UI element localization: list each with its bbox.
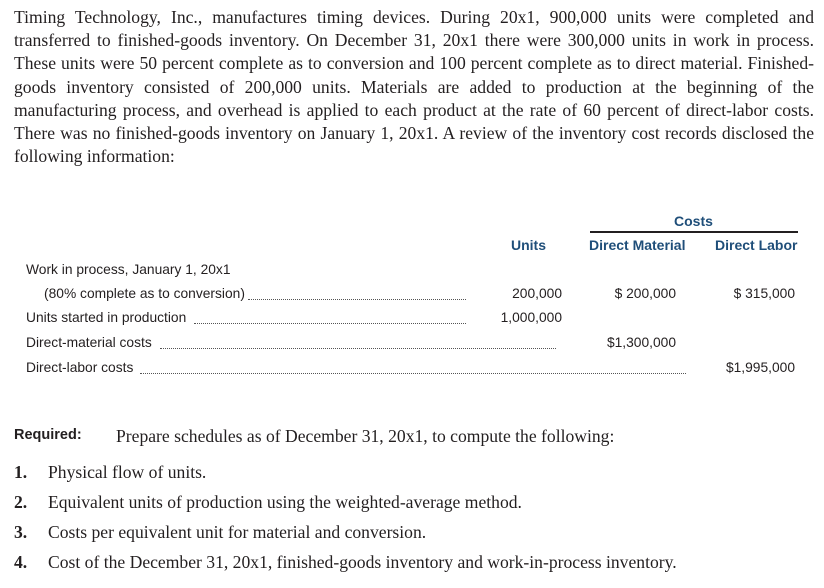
- units-started-value: 1,000,000: [500, 310, 562, 325]
- item-number: 4.: [14, 552, 28, 572]
- item-text: Physical flow of units.: [48, 462, 207, 482]
- wip-units-value: 200,000: [512, 286, 562, 301]
- direct-labor-column-header: Direct Labor: [715, 237, 798, 253]
- row-label-direct-labor-costs: Direct-labor costs: [26, 360, 134, 375]
- item-number: 3.: [14, 522, 28, 542]
- item-number: 2.: [14, 492, 28, 512]
- costs-header-rule: [590, 231, 798, 233]
- wip-labor-value: $ 315,000: [733, 286, 795, 301]
- dot-leader: [194, 323, 466, 324]
- dot-leader: [140, 373, 686, 374]
- units-column-header: Units: [511, 237, 546, 253]
- problem-paragraph: Timing Technology, Inc., manufactures timing devices. During 20x1, 900,000 units were completed and transferred to finished-goods inventory. On December 31, 20x1 there were 300,000 units in work in process. These units were 50 percent complete as to conversion and 100 percent complete as to direct material. Finished-goods inventory consisted of 200,000 units. Materials are added to production at the beginning of the manufacturing process, and overhead is applied to each product at the rate of 60 percent of direct-labor costs. There was no finished-goods inventory on January 1, 20x1. A review of the inventory cost records disclosed the following information:: [14, 7, 814, 167]
- wip-material-value: $ 200,000: [614, 286, 676, 301]
- costs-header: Costs: [674, 213, 713, 229]
- required-item-4: [14, 552, 677, 573]
- direct-material-costs-value: $1,300,000: [606, 335, 676, 350]
- direct-material-column-header: Direct Material: [589, 237, 686, 253]
- item-text: Costs per equivalent unit for material and conversion.: [48, 522, 427, 542]
- row-label-direct-material-costs: Direct-material costs: [26, 335, 152, 350]
- item-text: Cost of the December 31, 20x1, finished-goods inventory and work-in-process inventory.: [48, 552, 677, 572]
- row-label-units-started: Units started in production: [26, 310, 187, 325]
- dot-leader: [160, 348, 556, 349]
- direct-labor-costs-value: $1,995,000: [725, 360, 795, 375]
- dot-leader: [248, 299, 466, 300]
- item-text: Equivalent units of production using the weighted-average method.: [48, 492, 522, 512]
- required-instruction: Prepare schedules as of December 31, 20x1, to compute the following:: [116, 426, 615, 446]
- item-number: 1.: [14, 462, 28, 482]
- required-item-3: [14, 522, 426, 543]
- required-item-2: [14, 492, 522, 513]
- row-label-wip-jan1: Work in process, January 1, 20x1: [26, 262, 231, 277]
- required-label: Required:: [14, 427, 82, 443]
- required-item-1: [14, 462, 206, 483]
- row-label-wip-completion: (80% complete as to conversion): [44, 286, 245, 301]
